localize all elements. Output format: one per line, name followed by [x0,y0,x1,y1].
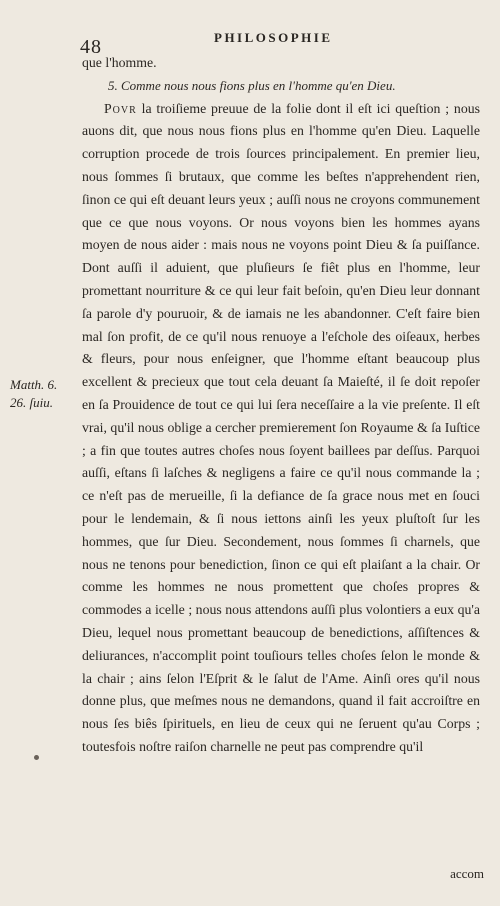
marginal-note [10,376,57,412]
continued-line: que l'homme. [82,55,157,70]
opening-word: Povr [104,100,137,116]
catchword: accom [450,866,484,881]
page-number: 48 [80,36,102,58]
ink-spot [34,755,39,760]
body-paragraph [82,98,480,759]
running-head: PHILOSOPHIE [214,30,333,45]
section-heading: 5. Comme nous nous fions plus en l'homme qu'en Dieu. [108,77,396,93]
marginal-note-reference: Matth. 6. [10,377,58,392]
main-text [82,52,480,759]
paragraph-text: la troiſieme preuue de la folie dont il eſt ici queſtion ; nous auons dit, que nous nous fions plus en l'homme qu'en Dieu. Laquelle corruption procede de trois ſources principalement. En premier lieu, nous ſommes ſi brutaux, que comme les beſtes n'apprehendent rien, ſinon ce qui eſt deuant leurs yeux ; auſſi nous ne croyons communement que ce que nous voyons. Or nous voyons bien les hommes ayans moyen de nous aider : mais nous ne voyons point Dieu & ſa puiſſance. Dont auſſi il aduient, que pluſieurs ſe fiêt plus en l'homme, leur promettant nourriture & ce qui leur fait beſoin, qu'en Dieu leur donnant ſa parole d'y pouruoir, & de iamais ne les abandonner. C'eſt faire bien mal ſon profit, de ce qu'il nous renuoye a l'eſchole des oiſeaux, herbes & fleurs, pour nous enſeigner, que l'homme eſtant beaucoup plus excellent & precieux que tout cela deuant ſa Maieſté, il ſe doit repoſer en ſa Prouidence de tout ce qui lui ſera neceſſaire a la vie preſente. Il eſt vrai, qu'il nous oblige a cercher premierement ſon Royaume & ſa Iuſtice ; a fin que toutes autres choſes nous ſoyent baillees par deſſus. Parquoi auſſi, eſtans ſi laſches & negligens a faire ce qu'il nous commande la ; ce n'eſt pas de merueille, ſi la defiance de ſa grace nous met en ſouci pour le lendemain, & ſi nous iettons ainſi les yeux pluſtoſt ſur les hommes, que ſur Dieu. Secondement, nous ſommes ſi charnels, que nous ne tenons pour benediction, ſinon ce qui eſt plaiſant a la chair. Or comme les hommes ne nous promettent que choſes propres & commodes a icelle ; nous nous attendons auſſi plus volontiers a eux qu'a Dieu, lequel nous promettant beaucoup de benedictions, aſſiſtences & deliurances, n'accomplit point touſiours telles choſes ſelon le monde & la chair ; ains ſelon l'Eſprit & le ſalut de l'Ame. Ainſi ores qu'il nous donne plus, que meſmes nous ne demandons, quand il fait accroiſtre en nous ſes biês ſpirituels, en lieu de ceux qui ne ſeruent qu'au Corps ; toutesfois noſtre raiſon charnelle ne peut pas comprendre qu'il [82,100,480,754]
marginal-note-verse: 26. ſuiu. [10,395,53,410]
